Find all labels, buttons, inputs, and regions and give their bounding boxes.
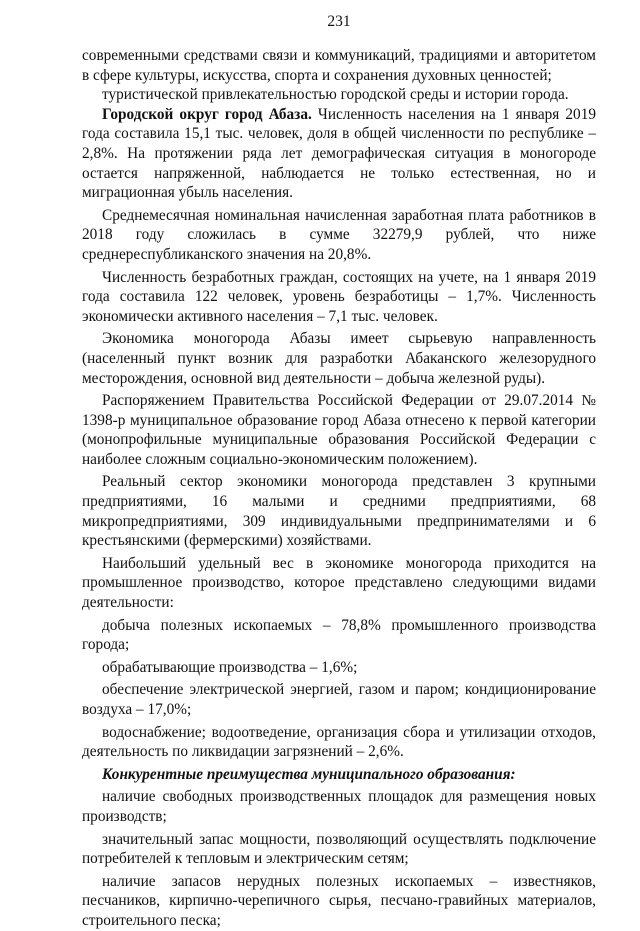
- paragraph-wages: Среднемесячная номинальная начисленная заработная плата работников в 2018 году сложилась в сумме 32279,9 рублей, что ниже среднереспубликанского значения на 20,8%.: [82, 206, 596, 263]
- section-heading-advantages: Конкурентные преимущества муниципального образования:: [102, 765, 516, 783]
- list-item-mining: добыча полезных ископаемых – 78,8% промышленного производства города;: [82, 616, 596, 654]
- paragraph-economy: Экономика моногорода Абазы имеет сырьевую направленность (населенный пункт возник для разработки Абаканского железорудного месторождения, основной вид деятельности – добыча железной руды).: [82, 330, 596, 387]
- paragraph-2: туристической привлекательностью городской среды и истории города.: [102, 86, 569, 104]
- list-item-capacity: значительный запас мощности, позволяющий осуществлять подключение потребителей к тепловым и электрическим сетям;: [82, 830, 596, 868]
- list-item-free-sites: наличие свободных производственных площадок для размещения новых производств;: [82, 788, 596, 825]
- page-number: 231: [327, 13, 351, 30]
- paragraph-unemployment: Численность безработных граждан, состоящих на учете, на 1 января 2019 года составила 122 человек, уровень безработицы – 1,7%. Численность экономически активного населения – 7,1 тыс. человек.: [82, 268, 596, 325]
- paragraph-real-sector: Реальный сектор экономики моногорода представлен 3 крупными предприятиями, 16 малыми и средними предприятиями, 68 микропредприятиями, 309 индивидуальными предпринимателями и 6 крестьянскими (фермерскими) хозяйствами.: [82, 473, 596, 550]
- paragraph-body: Численность населения на 1 января 2019 года составила 15,1 тыс. человек, доля в общей численности по республике – 2,8%. На протяжении ряда лет демографическая ситуация в моногороде остается напряженной, наблюдается не только естественная, но и миграционная убыль населения.: [82, 105, 596, 202]
- paragraph-1: современными средствами связи и коммуникаций, традициями и авторитетом в сфере культуры, искусства, спорта и сохранения духовных ценностей;: [82, 47, 596, 84]
- list-item-water: водоснабжение; водоотведение, организация сбора и утилизации отходов, деятельность по ликвидации загрязнений – 2,6%.: [82, 723, 596, 761]
- list-item-energy: обеспечение электрической энергией, газом и паром; кондиционирование воздуха – 17,0%;: [82, 681, 596, 718]
- paragraph-government-order: Распоряжением Правительства Российской Федерации от 29.07.2014 № 1398-р муниципальное образование город Абаза отнесено к первой категории (монопрофильные муниципальные образования Российской Федерации с наиболее сложным социально-экономическим положением).: [82, 392, 596, 468]
- list-item-manufacturing: обрабатывающие производства – 1,6%;: [102, 658, 358, 676]
- list-item-minerals: наличие запасов нерудных полезных ископаемых – известняков, песчаников, кирпично-черепичного сырья, песчано-гравийных материалов, строительного песка;: [82, 872, 596, 929]
- paragraph-abaza-intro: [82, 105, 596, 203]
- document-page: [82, 12, 596, 931]
- paragraph-lead-bold: Городской округ город Абаза.: [102, 105, 312, 123]
- paragraph-industry: Наибольший удельный вес в экономике моногорода приходится на промышленное производство, которое представлено следующими видами деятельности:: [82, 554, 596, 612]
